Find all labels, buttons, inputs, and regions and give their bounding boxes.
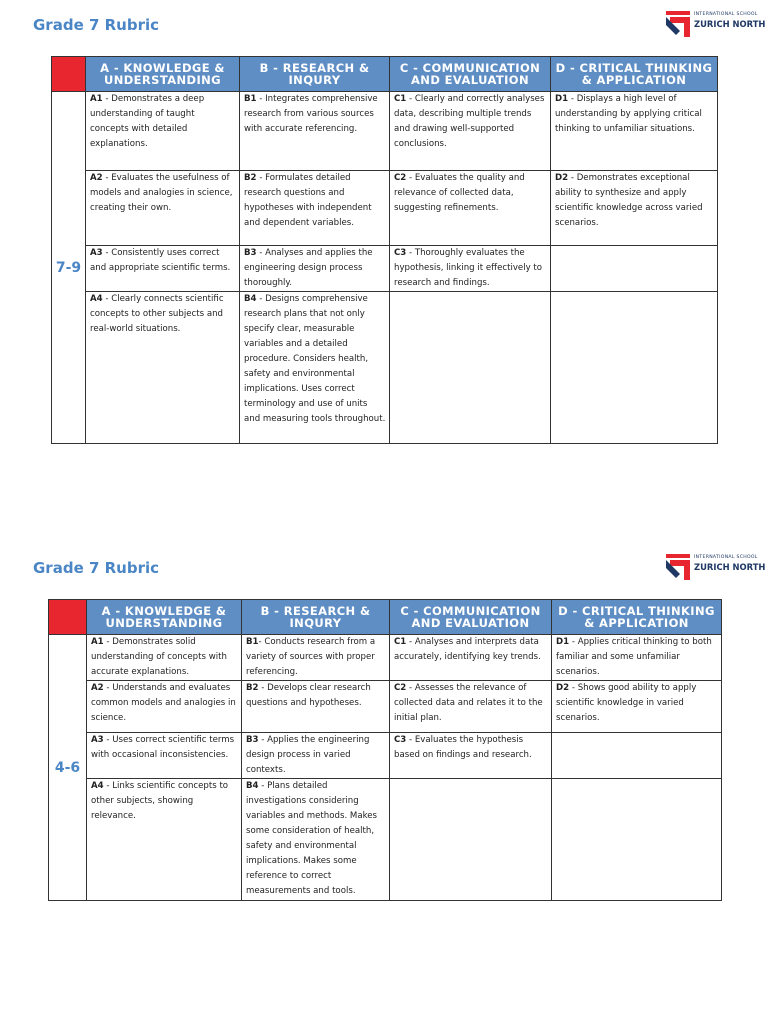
criterion-a1: A1 - Demonstrates solid understanding of concepts with accurate explanations. — [87, 635, 242, 681]
criterion-c2: C2 - Evaluates the quality and relevance of collected data, suggesting refinements. — [390, 171, 551, 246]
header-row — [49, 600, 722, 635]
page-title: Grade 7 Rubric — [33, 16, 160, 34]
rubric-table — [51, 56, 718, 444]
red-corner-cell — [52, 57, 86, 92]
criterion-d1: D1 - Applies critical thinking to both familiar and some unfamiliar scenarios. — [552, 635, 722, 681]
header-c: C - COMMUNICATION AND EVALUATION — [390, 600, 552, 635]
header-c: C - COMMUNICATION AND EVALUATION — [390, 57, 551, 92]
criterion-a4: A4 - Clearly connects scientific concepts to other subjects and real-world situations. — [86, 292, 240, 444]
empty-cell — [552, 779, 722, 901]
logo-main-line: ZURICH NORTH — [694, 562, 766, 572]
empty-cell — [390, 292, 551, 444]
table-row — [49, 681, 722, 733]
criterion-c3: C3 - Evaluates the hypothesis based on findings and research. — [390, 733, 552, 779]
criterion-b1: B1- Conducts research from a variety of sources with proper referencing. — [242, 635, 390, 681]
criterion-c3: C3 - Thoroughly evaluates the hypothesis, linking it effectively to research and findings. — [390, 246, 551, 292]
page-title: Grade 7 Rubric — [33, 559, 160, 577]
criterion-b2: B2 - Develops clear research questions and hypotheses. — [242, 681, 390, 733]
header-b: B - RESEARCH & INQURY — [242, 600, 390, 635]
table-row — [49, 779, 722, 901]
criterion-d2: D2 - Shows good ability to apply scientific knowledge in varied scenarios. — [552, 681, 722, 733]
criterion-a1: A1 - Demonstrates a deep understanding of taught concepts with detailed explanations. — [86, 92, 240, 171]
header-d: D - CRITICAL THINKING & APPLICATION — [551, 57, 718, 92]
criterion-a2: A2 - Understands and evaluates common models and analogies in science. — [87, 681, 242, 733]
criterion-a4: A4 - Links scientific concepts to other subjects, showing relevance. — [87, 779, 242, 901]
criterion-b1: B1 - Integrates comprehensive research from various sources with accurate referencing. — [240, 92, 390, 171]
criterion-b4: B4 - Plans detailed investigations considering variables and methods. Makes some consideration of health, safety and environmental implications. Makes some reference to correct measurements and tools. — [242, 779, 390, 901]
school-logo-icon — [666, 11, 690, 37]
criterion-a3: A3 - Uses correct scientific terms with occasional inconsistencies. — [87, 733, 242, 779]
table-row — [52, 92, 718, 171]
table-row — [52, 171, 718, 246]
empty-cell — [390, 779, 552, 901]
criterion-b3: B3 - Applies the engineering design process in varied contexts. — [242, 733, 390, 779]
rubric-table — [48, 599, 722, 901]
header-row — [52, 57, 718, 92]
criterion-b2: B2 - Formulates detailed research questions and hypotheses with independent and dependent variables. — [240, 171, 390, 246]
criterion-a3: A3 - Consistently uses correct and appropriate scientific terms. — [86, 246, 240, 292]
criterion-b3: B3 - Analyses and applies the engineering design process thoroughly. — [240, 246, 390, 292]
logo-top-line: INTERNATIONAL SCHOOL — [694, 555, 758, 560]
empty-cell — [551, 246, 718, 292]
band-label: 4-6 — [49, 635, 87, 901]
criterion-a2: A2 - Evaluates the usefulness of models and analogies in science, creating their own. — [86, 171, 240, 246]
table-row — [52, 246, 718, 292]
rubric-section-7-9 — [0, 0, 768, 460]
school-logo — [666, 11, 766, 37]
criterion-d1: D1 - Displays a high level of understanding by applying critical thinking to unfamiliar situations. — [551, 92, 718, 171]
logo-main-line: ZURICH NORTH — [694, 19, 766, 29]
school-logo-icon — [666, 554, 690, 580]
table-row — [52, 292, 718, 444]
criterion-c2: C2 - Assesses the relevance of collected data and relates it to the initial plan. — [390, 681, 552, 733]
red-corner-cell — [49, 600, 87, 635]
header-a: A - KNOWLEDGE & UNDERSTANDING — [86, 57, 240, 92]
table-row — [49, 635, 722, 681]
school-logo — [666, 554, 766, 580]
band-label: 7-9 — [52, 92, 86, 444]
header-a: A - KNOWLEDGE & UNDERSTANDING — [87, 600, 242, 635]
header-b: B - RESEARCH & INQURY — [240, 57, 390, 92]
criterion-c1: C1 - Analyses and interprets data accurately, identifying key trends. — [390, 635, 552, 681]
empty-cell — [552, 733, 722, 779]
header-d: D - CRITICAL THINKING & APPLICATION — [552, 600, 722, 635]
criterion-d2: D2 - Demonstrates exceptional ability to synthesize and apply scientific knowledge across varied scenarios. — [551, 171, 718, 246]
criterion-c1: C1 - Clearly and correctly analyses data, describing multiple trends and drawing well-supported conclusions. — [390, 92, 551, 171]
table-row — [49, 733, 722, 779]
criterion-b4: B4 - Designs comprehensive research plans that not only specify clear, measurable variables and a detailed procedure. Considers health, safety and environmental implications. Uses correct terminology and use of units and measuring tools throughout. — [240, 292, 390, 444]
logo-top-line: INTERNATIONAL SCHOOL — [694, 12, 758, 17]
rubric-section-4-6 — [0, 540, 768, 1020]
empty-cell — [551, 292, 718, 444]
